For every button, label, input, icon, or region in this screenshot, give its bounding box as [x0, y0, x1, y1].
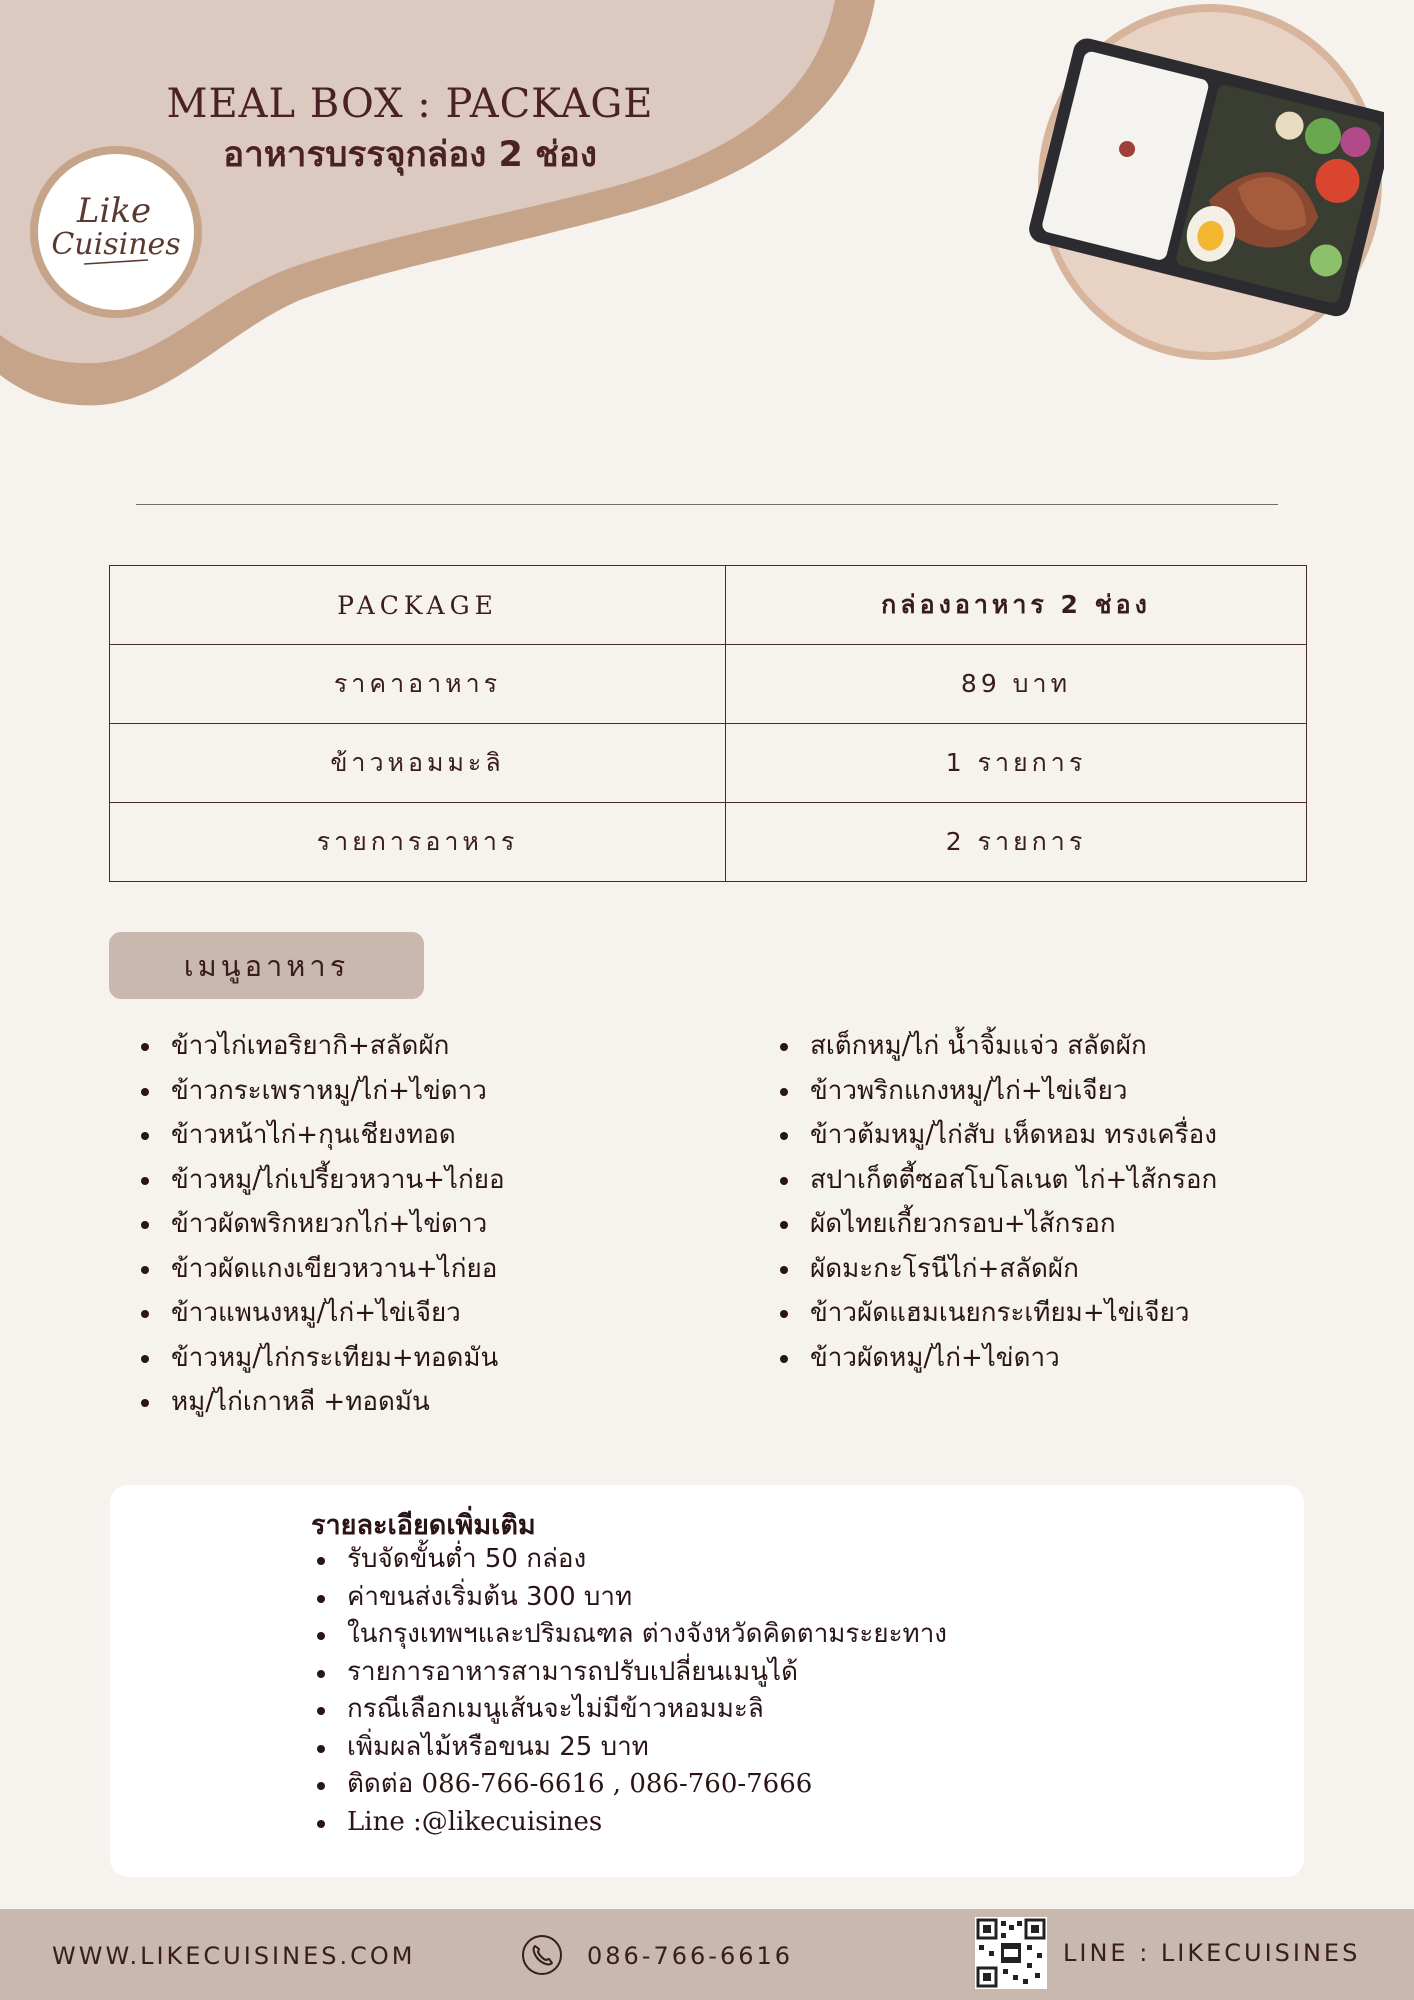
header-title — [140, 80, 680, 182]
list-item: ในกรุงเทพฯและปริมณฑล ต่างจังหวัดคิดตามระยะทาง — [311, 1616, 947, 1654]
table-cell: ราคาอาหาร — [110, 645, 726, 724]
table-header-cell: กล่องอาหาร 2 ช่อง — [726, 566, 1307, 645]
footer-phone-number[interactable]: 086-766-6616 — [587, 1942, 794, 1970]
list-item: รับจัดขั้นต่ำ 50 กล่อง — [311, 1541, 947, 1579]
list-item: ผัดมะกะโรนีไก่+สลัดผัก — [776, 1247, 1217, 1292]
menu-list-right — [776, 1024, 1217, 1380]
package-table — [109, 565, 1307, 882]
title-thai: อาหารบรรจุกล่อง 2 ช่อง — [223, 135, 597, 175]
divider-line — [136, 504, 1278, 505]
list-item: ค่าขนส่งเริ่มต้น 300 บาท — [311, 1579, 947, 1617]
table-cell: 1 รายการ — [726, 724, 1307, 803]
logo-text-cuisines: Cuisines — [51, 227, 181, 262]
list-item: เพิ่มผลไม้หรือขนม 25 บาท — [311, 1729, 947, 1767]
list-item: ข้าวหน้าไก่+กุนเชียงทอด — [137, 1113, 505, 1158]
list-item: ข้าวกระเพราหมู/ไก่+ไข่ดาว — [137, 1069, 505, 1114]
list-item: ข้าวผัดแกงเขียวหวาน+ไก่ยอ — [137, 1247, 505, 1292]
title-english: MEAL BOX : PACKAGE — [166, 81, 654, 127]
table-cell: 2 รายการ — [726, 803, 1307, 882]
table-row — [110, 724, 1307, 803]
list-item: ข้าวหมู/ไก่กระเทียม+ทอดมัน — [137, 1336, 505, 1381]
list-item: หมู/ไก่เกาหลี +ทอดมัน — [137, 1380, 505, 1425]
like-cuisines-logo — [26, 142, 206, 322]
list-item: สเต็กหมู/ไก่ น้ำจิ้มแจ่ว สลัดผัก — [776, 1024, 1217, 1069]
table-header-cell: PACKAGE — [110, 566, 726, 645]
table-cell: ข้าวหอมมะลิ — [110, 724, 726, 803]
list-item: ติดต่อ 086-766-6616 , 086-760-7666 — [311, 1766, 947, 1804]
list-item: สปาเก็ตตี้ซอสโบโลเนต ไก่+ไส้กรอก — [776, 1158, 1217, 1203]
table-header-row — [110, 566, 1307, 645]
table-cell: รายการอาหาร — [110, 803, 726, 882]
footer-bar — [0, 1909, 1414, 2000]
table-cell: 89 บาท — [726, 645, 1307, 724]
list-item: Line :@likecuisines — [311, 1804, 947, 1842]
list-item: ข้าวแพนงหมู/ไก่+ไข่เจียว — [137, 1291, 505, 1336]
list-item: ข้าวหมู/ไก่เปรี้ยวหวาน+ไก่ยอ — [137, 1158, 505, 1203]
list-item: ข้าวผัดแฮมเนยกระเทียม+ไข่เจียว — [776, 1291, 1217, 1336]
list-item: ข้าวต้มหมู/ไก่สับ เห็ดหอม ทรงเครื่อง — [776, 1113, 1217, 1158]
meal-box-photo — [1024, 0, 1384, 370]
list-item: กรณีเลือกเมนูเส้นจะไม่มีข้าวหอมมะลิ — [311, 1691, 947, 1729]
list-item: ข้าวผัดหมู/ไก่+ไข่ดาว — [776, 1336, 1217, 1381]
footer-website-link[interactable]: WWW.LIKECUISINES.COM — [52, 1942, 416, 1970]
table-row — [110, 645, 1307, 724]
qr-code-icon — [975, 1917, 1047, 1989]
phone-icon — [520, 1933, 564, 1977]
details-title: รายละเอียดเพิ่มเติม — [311, 1510, 536, 1541]
details-list — [311, 1541, 947, 1841]
details-box — [110, 1485, 1304, 1877]
footer-line-id[interactable]: LINE : LIKECUISINES — [1063, 1939, 1361, 1967]
list-item: ข้าวไก่เทอริยากิ+สลัดผัก — [137, 1024, 505, 1069]
list-item: รายการอาหารสามารถปรับเปลี่ยนเมนูได้ — [311, 1654, 947, 1692]
menu-heading: เมนูอาหาร — [109, 932, 424, 999]
list-item: ข้าวพริกแกงหมู/ไก่+ไข่เจียว — [776, 1069, 1217, 1114]
table-row — [110, 803, 1307, 882]
list-item: ข้าวผัดพริกหยวกไก่+ไข่ดาว — [137, 1202, 505, 1247]
logo-text-like: Like — [76, 191, 152, 231]
list-item: ผัดไทยเกี้ยวกรอบ+ไส้กรอก — [776, 1202, 1217, 1247]
menu-list-left — [137, 1024, 505, 1425]
